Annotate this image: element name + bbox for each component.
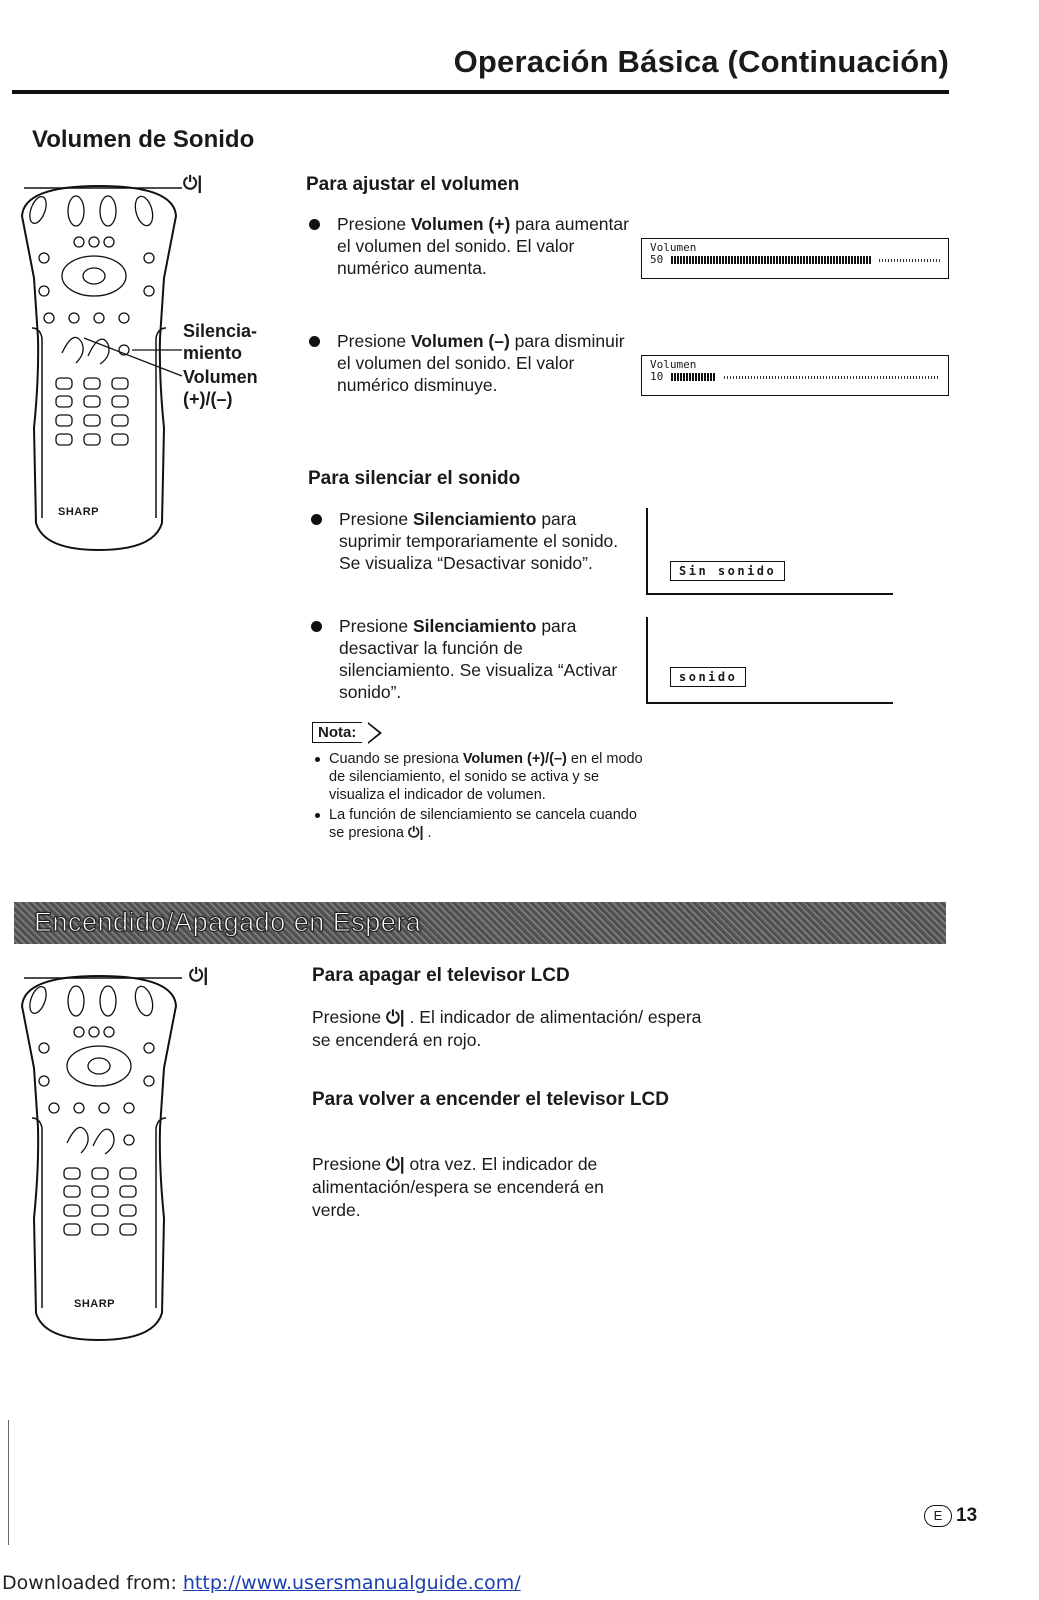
section-title-standby: Encendido/Apagado en Espera xyxy=(34,907,422,937)
mute-frame-line xyxy=(646,702,893,704)
osd-value: 50 xyxy=(650,253,664,266)
text: para aumentar el volumen del sonido. El valor numérico aumenta. xyxy=(337,214,629,278)
text: Presione xyxy=(337,331,411,351)
text: en el modo de silenciamiento, el sonido se activa y se visualiza el indicador de volumen. xyxy=(329,751,643,803)
remote-brand-label-2: SHARP xyxy=(74,1298,116,1310)
osd-mute-on: Sin sonido xyxy=(670,561,785,581)
note-list xyxy=(312,750,652,844)
mute-frame-line xyxy=(646,617,648,703)
header-rule xyxy=(12,90,949,94)
text: . xyxy=(423,825,432,841)
osd-row xyxy=(650,254,940,266)
osd-value: 10 xyxy=(650,370,664,383)
text: para disminuir el volumen del sonido. El valor numérico disminuye. xyxy=(337,331,625,395)
text-bold: ⏻| xyxy=(408,825,424,841)
text-bold: Volumen (–) xyxy=(410,331,510,351)
note-item xyxy=(312,750,652,804)
mute-frame-line xyxy=(646,508,648,594)
mute-frame-line xyxy=(646,593,893,595)
text: Presione xyxy=(337,214,411,234)
mute-bullet-1 xyxy=(339,508,629,574)
remote-brand-label: SHARP xyxy=(58,506,100,518)
text: Presione xyxy=(339,616,413,636)
osd-label: Volumen xyxy=(650,358,697,371)
text-bold: Silenciamiento xyxy=(412,509,537,529)
text: La función de silenciamiento se cancela cuando se presiona xyxy=(329,807,637,841)
footer-link[interactable]: http://www.usersmanualguide.com/ xyxy=(182,1572,521,1594)
text: Presione xyxy=(312,1154,386,1174)
text: Presione xyxy=(339,509,413,529)
volume-bar xyxy=(671,256,871,264)
text: Presione xyxy=(312,1007,386,1027)
text-bold: Silenciamiento xyxy=(412,616,537,636)
footer-prefix: Downloaded from: xyxy=(2,1572,183,1594)
power-callout: ⏻| xyxy=(183,173,203,193)
language-badge: E xyxy=(924,1505,952,1527)
footer-download-note xyxy=(2,1572,521,1594)
mute-bullet-2 xyxy=(339,615,629,703)
remote-control-illustration-2 xyxy=(14,968,184,1346)
text-bold: Volumen (+)/(–) xyxy=(462,751,567,767)
power-off-text xyxy=(312,1006,707,1052)
bullet-dot xyxy=(311,514,322,525)
power-on-heading: Para volver a encender el televisor LCD xyxy=(312,1089,669,1110)
power-off-heading: Para apagar el televisor LCD xyxy=(312,965,570,986)
osd-label: Volumen xyxy=(650,241,697,254)
note-arrow-icon-inner xyxy=(368,724,379,742)
remote-control-illustration xyxy=(14,178,184,556)
text: . El indicador de alimentación/ espera se encenderá en rojo. xyxy=(312,1007,702,1050)
bullet-dot xyxy=(311,621,322,632)
note-item xyxy=(312,806,652,842)
text: otra vez. El indicador de alimentación/espera se encenderá en verde. xyxy=(312,1154,604,1220)
volume-bar xyxy=(671,373,716,381)
section-title-volume: Volumen de Sonido xyxy=(32,126,255,153)
volume-callout: Volumen (+)/(–) xyxy=(183,367,258,409)
osd-mute-off: sonido xyxy=(670,667,746,687)
power-on-text xyxy=(312,1153,657,1222)
mute-heading: Para silenciar el sonido xyxy=(308,468,521,489)
volume-bar-remaining xyxy=(879,259,940,262)
page-number: 13 xyxy=(956,1505,978,1526)
adjust-bullet-2 xyxy=(337,330,637,396)
note-tag: Nota: xyxy=(312,722,362,743)
power-icon: ⏻| xyxy=(385,1154,405,1174)
text: para desactivar la función de silenciamiento. Se visualiza “Activar sonido”. xyxy=(339,616,618,702)
power-callout-2: ⏻| xyxy=(189,965,209,985)
osd-volume-50 xyxy=(641,238,949,279)
osd-volume-10 xyxy=(641,355,949,396)
osd-row xyxy=(650,371,940,383)
volume-bar-remaining xyxy=(724,376,940,379)
mute-callout: Silencia- miento xyxy=(183,321,258,363)
adjust-volume-heading: Para ajustar el volumen xyxy=(306,174,520,195)
bullet-dot xyxy=(309,219,320,230)
scan-edge-line xyxy=(8,1420,9,1545)
text: para suprimir temporariamente el sonido. Se visualiza “Desactivar sonido”. xyxy=(339,509,619,573)
text-bold: Volumen (+) xyxy=(410,214,511,234)
power-icon: ⏻| xyxy=(385,1007,405,1027)
text: Cuando se presiona xyxy=(329,751,463,767)
bullet-dot xyxy=(309,336,320,347)
page-title: Operación Básica (Continuación) xyxy=(453,44,949,79)
adjust-bullet-1 xyxy=(337,213,637,279)
